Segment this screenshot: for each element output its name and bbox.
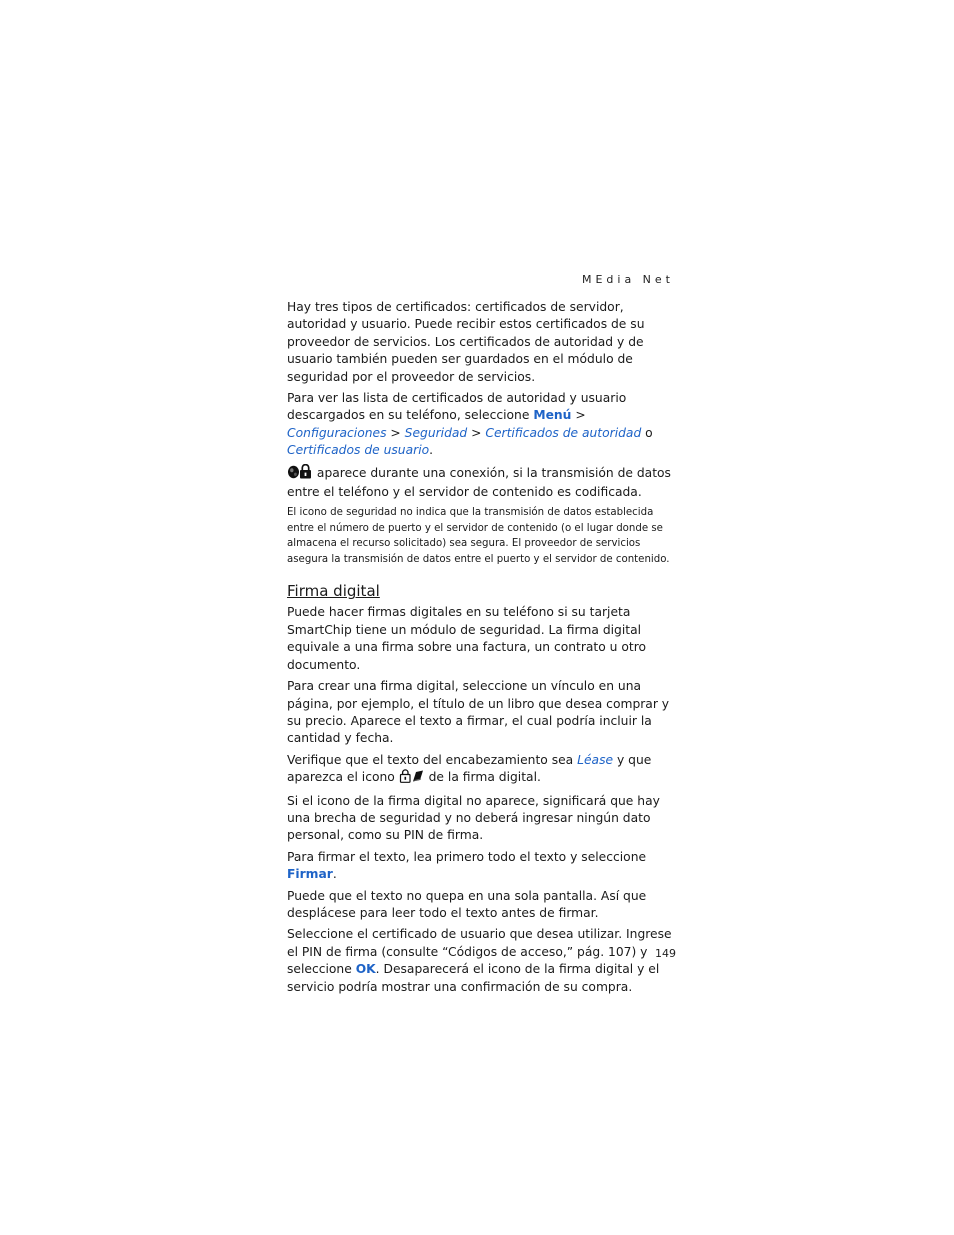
paragraph-create-signature: Para crear una firma digital, seleccione un vínculo en una página, por ejemplo, el título de un libro que desea comprar y su precio. Aparece el texto a firmar, el cual podría incluir la cantidad y fecha. xyxy=(287,679,670,746)
page-content xyxy=(287,299,679,1000)
paragraph-scroll-text: Puede que el texto no quepa en una sola pantalla. Así que desplácese para leer todo el texto antes de firmar. xyxy=(287,888,647,920)
text-fragment: y que aparezca el icono xyxy=(287,752,652,785)
text-fragment: de la firma digital. xyxy=(424,770,541,785)
text-fragment: aparece durante una conexión, si la transmisión de datos entre el teléfono y el servidor de contenido es codificada. xyxy=(287,465,671,500)
menu-path-lease: Léase xyxy=(577,752,614,767)
paragraph-security-icon xyxy=(287,464,679,502)
menu-path-authority-certificates: Certificados de autoridad xyxy=(485,425,642,440)
digital-signature-icon xyxy=(399,769,425,788)
paragraph-sign-text xyxy=(287,849,679,884)
paragraph-view-certificates xyxy=(287,390,679,460)
menu-path-settings: Configuraciones xyxy=(287,425,387,440)
menu-path-security: Seguridad xyxy=(404,425,468,440)
paragraph-select-certificate xyxy=(287,926,679,996)
paragraph-signature-intro: Puede hacer firmas digitales en su teléfono si su tarjeta SmartChip tiene un módulo de seguridad. La firma digital equivale a una firma sobre una factura, un contrato u otro documento. xyxy=(287,605,647,672)
text-fragment: > xyxy=(386,425,405,440)
menu-path-user-certificates: Certificados de usuario xyxy=(287,443,430,458)
text-fragment: . xyxy=(429,443,434,458)
text-fragment: Verifique que el texto del encabezamiento sea xyxy=(287,752,578,767)
menu-option-sign: Firmar xyxy=(287,867,333,882)
text-fragment: . xyxy=(332,867,337,882)
paragraph-verify-header xyxy=(287,752,679,789)
section-title-digital-signature: Firma digital xyxy=(287,582,380,601)
text-fragment: . Desaparecerá el icono de la firma digital y el servicio podría mostrar una confirmación de su compra. xyxy=(287,962,660,994)
text-fragment: Para ver las lista de certificados de autoridad y usuario descargados en su teléfono, seleccione xyxy=(287,391,627,423)
menu-option-ok: OK xyxy=(355,962,376,977)
menu-path-menu: Menú xyxy=(533,408,572,423)
paragraph-certificate-types: Hay tres tipos de certificados: certificados de servidor, autoridad y usuario. Puede recibir estos certificados de su proveedor de servicios. Los certificados de autoridad y de usuario también pueden ser guardados en el módulo de seguridad por el proveedor de servicios. xyxy=(287,300,645,384)
text-fragment: > xyxy=(467,425,486,440)
text-fragment: o xyxy=(641,425,653,440)
security-note: El icono de seguridad no indica que la transmisión de datos establecida entre el número de puerto y el servidor de contenido (o el lugar donde se almacena el recurso solicitado) sea segura. El proveedor de servicios asegura la transmisión de datos entre el puerto y el servidor de contenido. xyxy=(287,507,670,565)
paragraph-missing-icon-warning: Si el icono de la firma digital no aparece, significará que hay una brecha de seguridad y no deberá ingresar ningún dato personal, como su PIN de firma. xyxy=(287,793,660,843)
text-fragment: Para firmar el texto, lea primero todo el texto y seleccione xyxy=(287,849,647,864)
running-header: MEdia Net xyxy=(581,273,674,286)
security-lock-icon xyxy=(287,464,313,484)
text-fragment: > xyxy=(571,408,586,423)
text-fragment: Seleccione el certificado de usuario que desea utilizar. Ingrese el PIN de firma (consulte “Códigos de acceso,” pág. 107) y seleccione xyxy=(287,927,672,977)
page-number: 149 xyxy=(655,947,676,960)
